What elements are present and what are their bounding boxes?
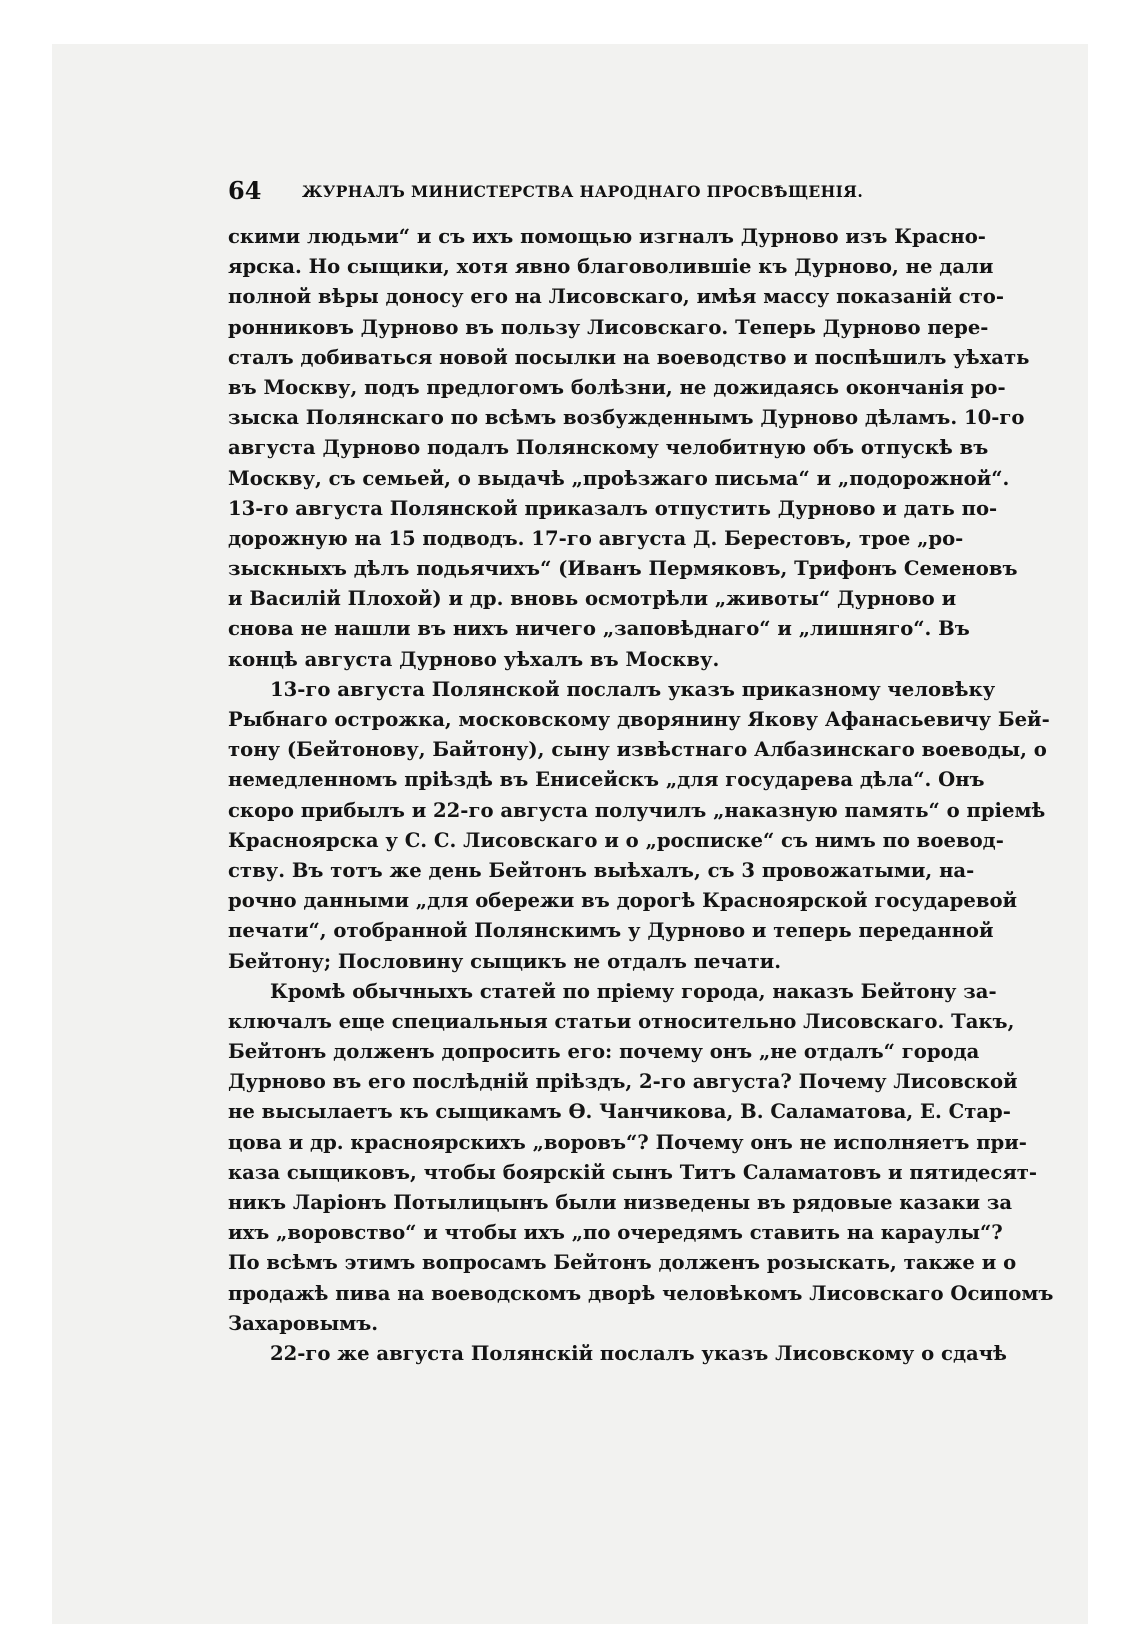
- text-line: и Василій Плохой) и др. вновь осмотрѣли „животы“ Дурново и: [228, 587, 957, 611]
- text-line: Дурново въ его послѣдній пріѣздъ, 2-го августа? Почему Лисовской: [228, 1070, 1018, 1094]
- text-line: полной вѣры доносу его на Лисовскаго, имѣя массу показаній сто-: [228, 285, 1005, 309]
- text-line: цова и др. красноярскихъ „воровъ“? Почему онъ не исполняетъ при-: [228, 1130, 1027, 1154]
- text-line: концѣ августа Дурново уѣхалъ въ Москву.: [228, 647, 720, 671]
- text-line: дорожную на 15 подводъ. 17-го августа Д. Берестовъ, трое „ро-: [228, 526, 964, 550]
- text-line: тону (Бейтонову, Байтону), сыну извѣстнаго Албазинскаго воеводы, о: [228, 738, 1047, 762]
- text-line: никъ Ларіонъ Потылицынъ были низведены въ рядовые казаки за: [228, 1191, 1013, 1214]
- text-line: немедленномъ пріѣздѣ въ Енисейскъ „для государева дѣла“. Онъ: [228, 768, 985, 792]
- text-line: Бейтонъ долженъ допросить его: почему онъ „не отдалъ“ города: [228, 1040, 980, 1064]
- text-line: въ Москву, подъ предлогомъ болѣзни, не дожидаясь окончанія ро-: [228, 375, 1006, 399]
- text-line: 22-го же августа Полянскій послалъ указъ Лисовскому о сдачѣ: [270, 1341, 1007, 1365]
- running-title: ЖУРНАЛЪ МИНИСТЕРСТВА НАРОДНАГО ПРОСВѢЩЕНІЯ.: [302, 182, 864, 201]
- text-line: ихъ „воровство“ и чтобы ихъ „по очередямъ ставить на караулы“?: [228, 1221, 1003, 1245]
- text-line: печати“, отобранной Полянскимъ у Дурново и теперь переданной: [228, 919, 994, 943]
- text-line: ключалъ еще специальныя статьи относительно Лисовскаго. Такъ,: [228, 1009, 1015, 1033]
- page-header: [228, 176, 888, 206]
- text-line: 13-го августа Полянской приказалъ отпустить Дурново и дать по-: [228, 496, 998, 520]
- text-line: Рыбнаго острожка, московскому дворянину Якову Афанасьевичу Бей-: [228, 708, 1050, 731]
- body-text: [228, 222, 1054, 1369]
- text-line: рочно данными „для обережи въ дорогѣ Красноярской государевой: [228, 889, 1018, 913]
- text-line: скоро прибылъ и 22-го августа получилъ „наказную память“ о пріемѣ: [228, 798, 1046, 822]
- paragraph: [228, 977, 1054, 1339]
- text-line: ярска. Но сыщики, хотя явно благоволившіе къ Дурново, не дали: [228, 255, 994, 279]
- text-line: августа Дурново подалъ Полянскому челобитную объ отпускѣ въ: [228, 436, 989, 460]
- text-line: Красноярска у С. С. Лисовскаго и о „росписке“ съ нимъ по воевод-: [228, 828, 1004, 852]
- text-line: не высылаетъ къ сыщикамъ Ѳ. Чанчикова, В. Саламатова, Е. Стар-: [228, 1100, 1011, 1124]
- text-line: сталъ добиваться новой посылки на воеводство и поспѣшилъ уѣхать: [228, 345, 1030, 369]
- text-line: продажѣ пива на воеводскомъ дворѣ человѣкомъ Лисовскаго Осипомъ: [228, 1281, 1054, 1305]
- text-line: По всѣмъ этимъ вопросамъ Бейтонъ долженъ розыскать, также и о: [228, 1251, 1017, 1275]
- text-line: Москву, съ семьей, о выдачѣ „проѣзжаго письма“ и „подорожной“.: [228, 466, 1010, 490]
- text-line: ронниковъ Дурново въ пользу Лисовскаго. Теперь Дурново пере-: [228, 315, 989, 339]
- text-line: ству. Въ тотъ же день Бейтонъ выѣхалъ, съ 3 провожатыми, на-: [228, 858, 975, 882]
- text-line: Кромѣ обычныхъ статей по пріему города, наказъ Бейтону за-: [270, 979, 997, 1003]
- text-line: зыскныхъ дѣлъ подьячихъ“ (Иванъ Пермяковъ, Трифонъ Семеновъ: [228, 557, 1018, 581]
- text-line: 13-го августа Полянской послалъ указъ приказному человѣку: [270, 677, 996, 701]
- paragraph: [228, 222, 1030, 675]
- page-number: 64: [228, 176, 262, 205]
- text-line: зыска Полянскаго по всѣмъ возбужденнымъ Дурново дѣламъ. 10-го: [228, 406, 1025, 430]
- text-line: снова не нашли въ нихъ ничего „заповѣднаго“ и „лишняго“. Въ: [228, 617, 970, 641]
- text-line: Захаровымъ.: [228, 1311, 379, 1335]
- paragraph: [228, 1339, 1007, 1369]
- text-line: скими людьми“ и съ ихъ помощью изгналъ Дурново изъ Красно-: [228, 225, 986, 248]
- text-line: каза сыщиковъ, чтобы боярскій сынъ Титъ Саламатовъ и пятидесят-: [228, 1160, 1038, 1184]
- text-line: Бейтону; Пословину сыщикъ не отдалъ печати.: [228, 949, 782, 973]
- paragraph: [228, 675, 1050, 977]
